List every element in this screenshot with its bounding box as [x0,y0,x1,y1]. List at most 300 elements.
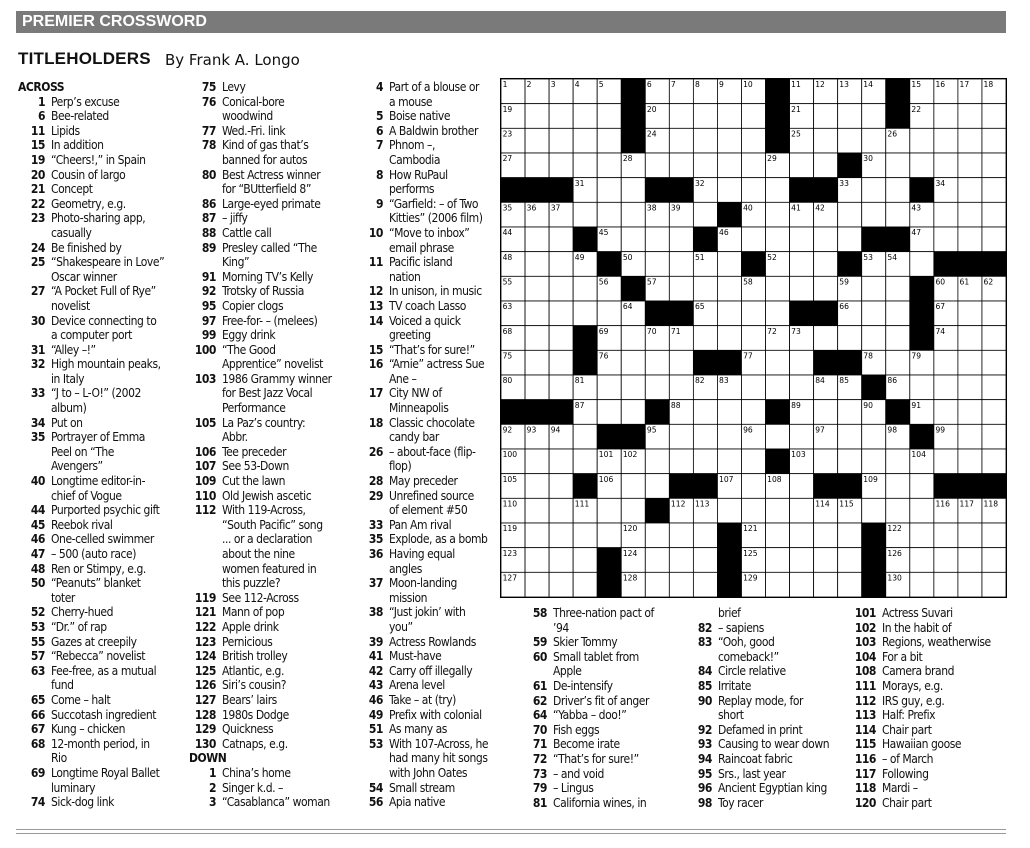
grid-cell[interactable] [838,424,862,449]
grid-cell[interactable] [549,227,573,252]
grid-cell[interactable] [645,548,669,573]
clue[interactable] [18,562,188,577]
clue[interactable] [18,532,188,547]
grid-cell[interactable] [693,449,717,474]
grid-cell[interactable] [717,252,741,277]
grid-cell[interactable] [886,276,910,301]
grid-cell[interactable] [766,276,790,301]
clue[interactable] [356,416,498,431]
clue[interactable] [356,708,498,723]
clue[interactable] [189,445,361,460]
clue[interactable] [849,796,1011,811]
grid-cell[interactable] [525,449,549,474]
grid-cell[interactable] [525,498,549,523]
grid-cell[interactable] [982,227,1006,252]
grid-cell[interactable] [669,523,693,548]
grid-cell[interactable] [717,104,741,129]
grid-cell[interactable] [910,252,934,277]
grid-cell[interactable] [886,350,910,375]
grid-cell[interactable] [621,178,645,203]
grid-cell[interactable] [717,449,741,474]
clue[interactable] [356,547,498,562]
grid-cell[interactable] [741,227,765,252]
grid-cell[interactable] [717,128,741,153]
grid-cell[interactable] [790,548,814,573]
grid-cell[interactable] [958,350,982,375]
clue[interactable] [356,489,498,504]
grid-cell[interactable] [886,498,910,523]
grid-cell[interactable] [886,178,910,203]
grid-cell[interactable] [958,424,982,449]
grid-cell[interactable] [862,104,886,129]
clue[interactable] [189,795,361,810]
grid-cell[interactable] [597,400,621,425]
grid-cell[interactable] [838,128,862,153]
grid-cell[interactable] [717,276,741,301]
grid-cell[interactable] [934,350,958,375]
grid-cell[interactable] [766,548,790,573]
grid-cell[interactable] [573,128,597,153]
grid-cell[interactable] [982,449,1006,474]
clue[interactable] [849,621,1011,636]
grid-cell[interactable] [621,227,645,252]
clue[interactable] [189,649,361,664]
clue[interactable] [189,270,361,285]
grid-cell[interactable] [814,128,838,153]
clue[interactable] [189,299,361,314]
grid-cell[interactable] [669,572,693,597]
grid-cell[interactable] [862,498,886,523]
grid-cell[interactable] [934,153,958,178]
clue[interactable] [189,459,361,474]
grid-cell[interactable] [717,424,741,449]
clue[interactable] [189,503,361,518]
grid-cell[interactable] [910,523,934,548]
clue[interactable] [520,679,688,694]
grid-cell[interactable] [645,572,669,597]
grid-cell[interactable] [741,153,765,178]
grid-cell[interactable] [645,227,669,252]
grid-cell[interactable] [597,153,621,178]
clue[interactable] [520,606,688,621]
grid-cell[interactable] [741,375,765,400]
clue[interactable] [18,182,188,197]
grid-cell[interactable] [862,424,886,449]
grid-cell[interactable] [790,252,814,277]
grid-cell[interactable] [790,474,814,499]
clue[interactable] [356,693,498,708]
clue[interactable] [18,649,188,664]
grid-cell[interactable] [693,523,717,548]
grid-cell[interactable] [741,178,765,203]
clue[interactable] [18,314,188,329]
grid-cell[interactable] [814,326,838,351]
grid-cell[interactable] [693,104,717,129]
clue[interactable] [685,606,855,621]
grid-cell[interactable] [982,548,1006,573]
grid-cell[interactable] [549,375,573,400]
clue[interactable] [849,679,1011,694]
grid-cell[interactable] [934,548,958,573]
grid-cell[interactable] [958,449,982,474]
clue[interactable] [18,576,188,591]
clue[interactable] [520,650,688,665]
grid-cell[interactable] [669,375,693,400]
grid-cell[interactable] [862,449,886,474]
grid-cell[interactable] [597,498,621,523]
clue[interactable] [189,124,361,139]
clue[interactable] [189,693,361,708]
clue[interactable] [18,693,188,708]
grid-cell[interactable] [790,523,814,548]
clue[interactable] [189,416,361,431]
clue[interactable] [356,314,498,329]
grid-cell[interactable] [934,128,958,153]
grid-cell[interactable] [934,572,958,597]
clue[interactable] [18,95,188,110]
grid-cell[interactable] [982,128,1006,153]
grid-cell[interactable] [549,572,573,597]
grid-cell[interactable] [645,252,669,277]
clue[interactable] [189,678,361,693]
clue[interactable] [18,153,188,168]
clue[interactable] [18,664,188,679]
clue[interactable] [356,343,498,358]
grid-cell[interactable] [525,276,549,301]
grid-cell[interactable] [621,474,645,499]
grid-cell[interactable] [597,202,621,227]
grid-cell[interactable] [814,252,838,277]
grid-cell[interactable] [669,128,693,153]
clue[interactable] [189,474,361,489]
grid-cell[interactable] [741,128,765,153]
grid-cell[interactable] [525,252,549,277]
clue[interactable] [189,591,361,606]
grid-cell[interactable] [693,202,717,227]
grid-cell[interactable] [717,153,741,178]
grid-cell[interactable] [597,523,621,548]
clue[interactable] [18,343,188,358]
grid-cell[interactable] [982,572,1006,597]
clue[interactable] [685,723,855,738]
grid-cell[interactable] [669,104,693,129]
grid-cell[interactable] [886,449,910,474]
clue[interactable] [356,576,498,591]
clue[interactable] [356,635,498,650]
clue[interactable] [356,168,498,183]
grid-cell[interactable] [597,301,621,326]
grid-canvas[interactable] [501,79,1006,597]
clue[interactable] [189,664,361,679]
clue[interactable] [849,767,1011,782]
clue[interactable] [849,737,1011,752]
grid-cell[interactable] [645,474,669,499]
grid-cell[interactable] [525,227,549,252]
grid-cell[interactable] [982,326,1006,351]
clue[interactable] [18,737,188,752]
grid-cell[interactable] [525,572,549,597]
clue[interactable] [18,241,188,256]
grid-cell[interactable] [910,498,934,523]
grid-cell[interactable] [549,449,573,474]
grid-cell[interactable] [910,474,934,499]
grid-cell[interactable] [741,400,765,425]
grid-cell[interactable] [693,424,717,449]
clue[interactable] [356,605,498,620]
grid-cell[interactable] [838,572,862,597]
grid-cell[interactable] [766,178,790,203]
grid-cell[interactable] [958,572,982,597]
clue[interactable] [18,168,188,183]
clue[interactable] [18,284,188,299]
grid-cell[interactable] [958,128,982,153]
clue[interactable] [18,620,188,635]
grid-cell[interactable] [525,301,549,326]
grid-cell[interactable] [549,548,573,573]
grid-cell[interactable] [862,128,886,153]
clue[interactable] [356,357,498,372]
grid-cell[interactable] [549,153,573,178]
grid-cell[interactable] [934,375,958,400]
clue[interactable] [356,109,498,124]
grid-cell[interactable] [597,128,621,153]
clue[interactable] [520,767,688,782]
grid-cell[interactable] [838,400,862,425]
grid-cell[interactable] [910,128,934,153]
clue[interactable] [18,503,188,518]
grid-cell[interactable] [525,375,549,400]
grid-cell[interactable] [741,498,765,523]
clue[interactable] [356,532,498,547]
clue[interactable] [189,635,361,650]
clue[interactable] [18,708,188,723]
clue[interactable] [356,722,498,737]
grid-cell[interactable] [838,227,862,252]
clue[interactable] [685,664,855,679]
clue[interactable] [18,605,188,620]
grid-cell[interactable] [790,227,814,252]
clue[interactable] [849,635,1011,650]
grid-cell[interactable] [525,474,549,499]
grid-cell[interactable] [958,523,982,548]
grid-cell[interactable] [814,227,838,252]
grid-cell[interactable] [525,350,549,375]
grid-cell[interactable] [573,104,597,129]
grid-cell[interactable] [934,104,958,129]
grid-cell[interactable] [766,202,790,227]
grid-cell[interactable] [766,375,790,400]
grid-cell[interactable] [766,227,790,252]
clue[interactable] [685,679,855,694]
clue[interactable] [685,621,855,636]
grid-cell[interactable] [741,301,765,326]
clue[interactable] [189,80,361,95]
grid-cell[interactable] [934,227,958,252]
grid-cell[interactable] [573,153,597,178]
grid-cell[interactable] [766,350,790,375]
clue[interactable] [18,124,188,139]
grid-cell[interactable] [814,104,838,129]
clue[interactable] [189,489,361,504]
grid-cell[interactable] [862,301,886,326]
grid-cell[interactable] [669,350,693,375]
clue[interactable] [520,737,688,752]
grid-cell[interactable] [790,424,814,449]
grid-cell[interactable] [525,326,549,351]
grid-cell[interactable] [741,449,765,474]
grid-cell[interactable] [886,301,910,326]
grid-cell[interactable] [525,104,549,129]
grid-cell[interactable] [549,326,573,351]
clue[interactable] [356,795,498,810]
grid-cell[interactable] [669,227,693,252]
clue[interactable] [520,694,688,709]
clue[interactable] [189,284,361,299]
grid-cell[interactable] [621,400,645,425]
clue[interactable] [189,605,361,620]
grid-cell[interactable] [693,128,717,153]
grid-cell[interactable] [790,572,814,597]
grid-cell[interactable] [958,104,982,129]
grid-cell[interactable] [621,350,645,375]
clue[interactable] [685,635,855,650]
clue[interactable] [520,723,688,738]
grid-cell[interactable] [549,276,573,301]
clue[interactable] [189,241,361,256]
clue[interactable] [18,766,188,781]
grid-cell[interactable] [669,276,693,301]
grid-cell[interactable] [549,128,573,153]
clue[interactable] [189,197,361,212]
clue[interactable] [685,752,855,767]
grid-cell[interactable] [790,498,814,523]
grid-cell[interactable] [958,301,982,326]
clue[interactable] [849,664,1011,679]
grid-cell[interactable] [645,375,669,400]
clue[interactable] [189,620,361,635]
grid-cell[interactable] [693,326,717,351]
clue[interactable] [356,197,498,212]
grid-cell[interactable] [573,548,597,573]
crossword-grid[interactable] [500,78,1007,598]
clue[interactable] [189,372,361,387]
clue[interactable] [18,518,188,533]
clue[interactable] [18,547,188,562]
grid-cell[interactable] [814,449,838,474]
clue[interactable] [520,752,688,767]
grid-cell[interactable] [982,104,1006,129]
grid-cell[interactable] [597,178,621,203]
grid-cell[interactable] [982,153,1006,178]
grid-cell[interactable] [766,424,790,449]
grid-cell[interactable] [573,523,597,548]
grid-cell[interactable] [910,153,934,178]
grid-cell[interactable] [910,375,934,400]
clue[interactable] [356,299,498,314]
grid-cell[interactable] [838,449,862,474]
grid-cell[interactable] [549,252,573,277]
grid-cell[interactable] [934,523,958,548]
clue[interactable] [356,737,498,752]
clue[interactable] [189,168,361,183]
clue[interactable] [18,357,188,372]
clue[interactable] [356,138,498,153]
grid-cell[interactable] [717,498,741,523]
grid-cell[interactable] [669,449,693,474]
grid-cell[interactable] [645,449,669,474]
clue[interactable] [18,211,188,226]
clue[interactable] [685,796,855,811]
grid-cell[interactable] [573,449,597,474]
grid-cell[interactable] [934,449,958,474]
grid-cell[interactable] [982,202,1006,227]
clue[interactable] [849,723,1011,738]
grid-cell[interactable] [573,301,597,326]
grid-cell[interactable] [862,178,886,203]
grid-cell[interactable] [597,375,621,400]
grid-cell[interactable] [910,548,934,573]
clue[interactable] [189,766,361,781]
grid-cell[interactable] [814,523,838,548]
grid-cell[interactable] [838,104,862,129]
clue[interactable] [356,80,498,95]
clue[interactable] [849,650,1011,665]
grid-cell[interactable] [814,572,838,597]
grid-cell[interactable] [790,153,814,178]
clue[interactable] [189,328,361,343]
grid-cell[interactable] [525,128,549,153]
grid-cell[interactable] [838,202,862,227]
clue[interactable] [18,722,188,737]
clue[interactable] [520,781,688,796]
grid-cell[interactable] [982,178,1006,203]
clue[interactable] [520,796,688,811]
clue[interactable] [685,781,855,796]
clue[interactable] [356,781,498,796]
grid-cell[interactable] [741,474,765,499]
clue[interactable] [849,694,1011,709]
clue[interactable] [18,138,188,153]
grid-cell[interactable] [982,375,1006,400]
clue[interactable] [189,138,361,153]
grid-cell[interactable] [693,276,717,301]
clue[interactable] [189,95,361,110]
clue[interactable] [520,635,688,650]
grid-cell[interactable] [958,202,982,227]
grid-cell[interactable] [862,202,886,227]
clue[interactable] [685,737,855,752]
grid-cell[interactable] [814,153,838,178]
grid-cell[interactable] [838,523,862,548]
clue[interactable] [18,255,188,270]
clue[interactable] [189,211,361,226]
grid-cell[interactable] [525,153,549,178]
grid-cell[interactable] [766,498,790,523]
clue[interactable] [18,795,188,810]
grid-cell[interactable] [982,301,1006,326]
clue[interactable] [356,226,498,241]
grid-cell[interactable] [886,153,910,178]
grid-cell[interactable] [741,104,765,129]
grid-cell[interactable] [669,548,693,573]
clue[interactable] [849,708,1011,723]
grid-cell[interactable] [814,400,838,425]
clue[interactable] [18,386,188,401]
grid-cell[interactable] [525,548,549,573]
grid-cell[interactable] [549,498,573,523]
grid-cell[interactable] [886,474,910,499]
clue[interactable] [356,649,498,664]
